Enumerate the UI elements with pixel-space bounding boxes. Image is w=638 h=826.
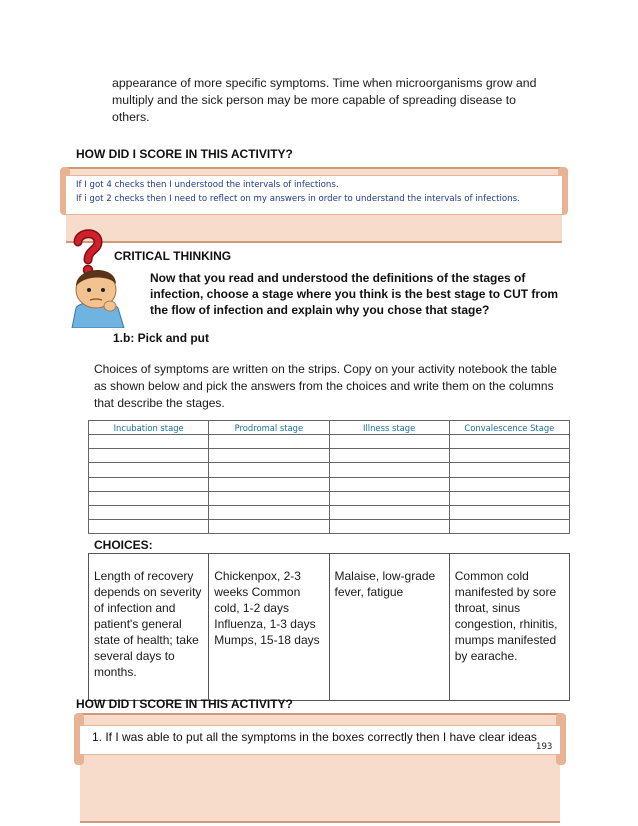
activity-instructions: Choices of symptoms are written on the strips. Copy on your activity notebook the table as shown below and pick the answers from the choices and write them on the columns that describe the stages. <box>94 362 557 410</box>
critical-thinking-heading: CRITICAL THINKING <box>114 249 232 263</box>
banner2-item-1: 1. If I was able to put all the symptoms in the boxes correctly then I have clear ideas <box>92 730 537 744</box>
table-row <box>89 435 570 449</box>
score-heading-2: HOW DID I SCORE IN THIS ACTIVITY? <box>76 697 293 711</box>
stages-header-row <box>89 421 570 435</box>
table-row <box>89 449 570 463</box>
table-row <box>89 491 570 505</box>
table-row <box>89 477 570 491</box>
critical-thinking-question: Now that you read and understood the definitions of the stages of infection, choose a stage where you think is the best stage to CUT from the flow of infection and explain why you chose that stage? <box>150 271 559 317</box>
table-row <box>89 520 570 534</box>
score-banner-2 <box>80 713 560 823</box>
intro-line-3: others. <box>112 110 150 124</box>
page-number: 193 <box>536 742 553 752</box>
choice-cell-malaise: Malaise, low-grade fever, fatigue <box>329 554 449 701</box>
table-row <box>89 463 570 477</box>
table-row <box>89 505 570 519</box>
intro-line-1: appearance of more specific symptoms. Time when microorganisms grow and <box>112 76 537 90</box>
choice-cell-recovery: Length of recovery depends on severity of infection and patient's general state of health; take several days to months. <box>89 554 209 701</box>
choices-table <box>88 553 570 701</box>
choice-cell-durations: Chickenpox, 2-3 weeks Common cold, 1-2 days Influenza, 1-3 days Mumps, 15-18 days <box>209 554 329 701</box>
banner1-line-2: If i got 2 checks then I need to reflect on my answers in order to understand the intervals of infections. <box>76 194 520 204</box>
header-prodromal: Prodromal stage <box>209 421 329 435</box>
choices-label: CHOICES: <box>94 538 153 552</box>
score-heading-1: HOW DID I SCORE IN THIS ACTIVITY? <box>76 147 293 161</box>
header-illness: Illness stage <box>329 421 449 435</box>
thinking-boy-icon <box>62 228 134 328</box>
header-convalescence: Convalescence Stage <box>449 421 569 435</box>
stages-table <box>88 420 570 534</box>
activity-title: 1.b: Pick and put <box>113 331 210 345</box>
score-banner-1 <box>66 167 562 243</box>
header-incubation: Incubation stage <box>89 421 209 435</box>
intro-line-2: multiply and the sick person may be more capable of spreading disease to <box>112 93 516 107</box>
choices-row <box>89 554 570 701</box>
intro-paragraph <box>112 75 552 126</box>
banner1-line-1: If I got 4 checks then I understood the intervals of infections. <box>76 180 339 190</box>
question-mark-icon <box>78 234 98 275</box>
choice-cell-common-cold: Common cold manifested by sore throat, sinus congestion, rhinitis, mumps manifested by earache. <box>449 554 569 701</box>
